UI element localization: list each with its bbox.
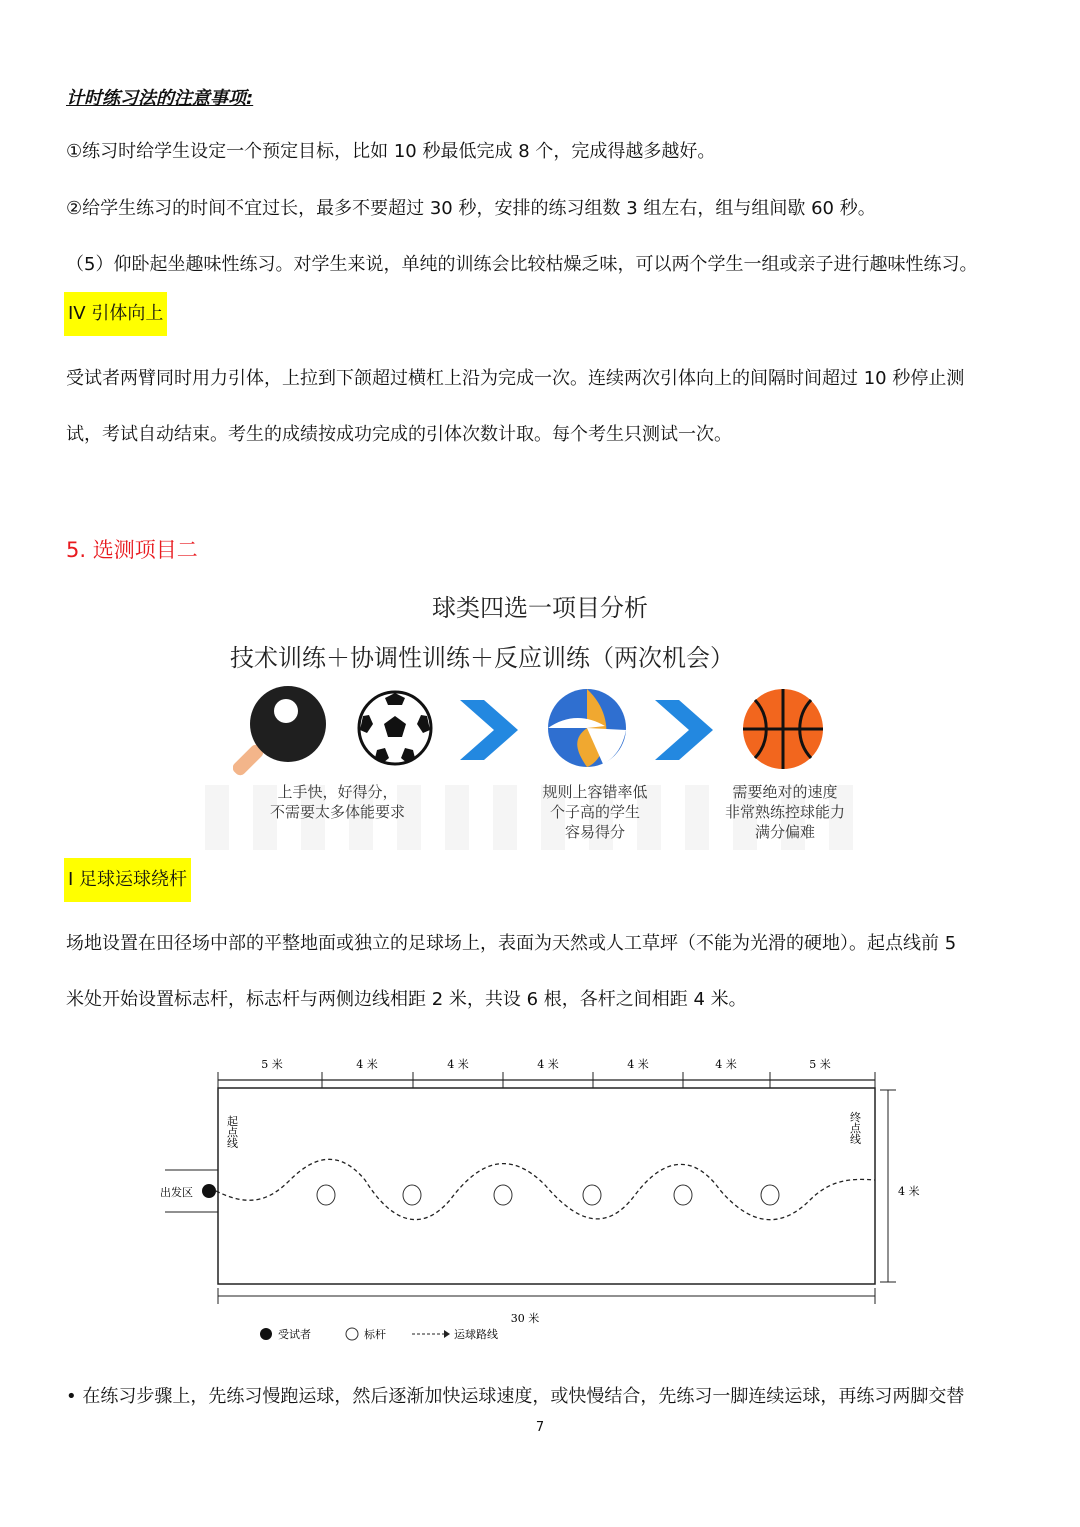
- caption-3: 需要绝对的速度 非常熟练控球能力 满分偏难: [724, 783, 845, 841]
- pole-marker: [583, 1185, 601, 1205]
- football-line-2: 米处开始设置标志杆，标志杆与两侧边线相距 2 米，共设 6 根，各杆之间相距 4 米。: [66, 989, 747, 1010]
- basketball-icon: [740, 686, 826, 772]
- segment-label: 4 米: [715, 1058, 737, 1071]
- width-label: 4 米: [898, 1185, 920, 1198]
- note-item-3: （5）仰卧起坐趣味性练习。对学生来说，单纯的训练会比较枯燥乏味，可以两个学生一组或亲子进行趣味性练习。: [66, 254, 978, 275]
- note-item-2: ②给学生练习的时间不宜过长，最多不要超过 30 秒，安排的练习组数 3 组左右，组与组间歇 60 秒。: [66, 198, 876, 219]
- football-title: I 足球运球绕杆: [64, 858, 191, 902]
- figure-title: 球类四选一项目分析: [432, 594, 648, 622]
- segment-label: 4 米: [356, 1058, 378, 1071]
- legend-tester: 受试者: [278, 1328, 311, 1341]
- section-title: 5. 选测项目二: [66, 538, 198, 562]
- field-diagram: [150, 1050, 930, 1350]
- pole-marker: [674, 1185, 692, 1205]
- legend-pole: 标杆: [364, 1328, 386, 1341]
- pullup-line-2: 试，考试自动结束。考生的成绩按成功完成的引体次数计取。每个考生只测试一次。: [66, 424, 732, 445]
- caption-2: 规则上容错率低 个子高的学生 容易得分: [542, 783, 648, 841]
- pole-marker: [761, 1185, 779, 1205]
- practice-bullet: • 在练习步骤上，先练习慢跑运球，然后逐渐加快运球速度，或快慢结合，先练习一脚连续运球，再练习两脚交替: [66, 1386, 965, 1407]
- ball-analysis-figure: [205, 580, 875, 855]
- figure-subtitle: 技术训练＋协调性训练＋反应训练（两次机会）: [230, 644, 734, 672]
- total-length-label: 30 米: [510, 1312, 540, 1325]
- pullup-line-1: 受试者两臂同时用力引体，上拉到下颌超过横杠上沿为完成一次。连续两次引体向上的间隔时间超过 10 秒停止测: [66, 368, 965, 389]
- legend-tester-icon: [260, 1328, 272, 1340]
- pole-marker: [403, 1185, 421, 1205]
- ping-pong-paddle-icon: [233, 684, 333, 780]
- chevron-right-icon: [653, 698, 715, 762]
- volleyball-icon: [545, 686, 629, 770]
- chevron-right-icon: [458, 698, 520, 762]
- page-number: 7: [535, 1420, 545, 1435]
- segment-label: 5 米: [809, 1058, 831, 1071]
- football-line-1: 场地设置在田径场中部的平整地面或独立的足球场上，表面为天然或人工草坪（不能为光滑的硬地）。起点线前 5: [66, 933, 957, 954]
- departure-label: 出发区: [160, 1186, 193, 1199]
- caption-1: 上手快，好得分， 不需要太多体能要求: [269, 783, 405, 821]
- tester-marker: [202, 1184, 216, 1198]
- legend-route: 运球路线: [454, 1328, 498, 1341]
- soccer-ball-icon: [355, 688, 435, 768]
- segment-label: 4 米: [447, 1058, 469, 1071]
- pullup-title: IV 引体向上: [64, 292, 167, 336]
- pole-marker: [494, 1185, 512, 1205]
- start-line-label: 起点线: [225, 1115, 239, 1149]
- end-line-label: 终点线: [848, 1111, 862, 1145]
- notes-heading: 计时练习法的注意事项:: [66, 88, 254, 109]
- segment-label: 4 米: [627, 1058, 649, 1071]
- note-item-1: ①练习时给学生设定一个预定目标，比如 10 秒最低完成 8 个，完成得越多越好。: [66, 141, 716, 162]
- bullet-icon: •: [66, 1386, 83, 1407]
- pole-marker: [317, 1185, 335, 1205]
- segment-label: 4 米: [537, 1058, 559, 1071]
- segment-label: 5 米: [261, 1058, 283, 1071]
- legend-pole-icon: [346, 1328, 358, 1340]
